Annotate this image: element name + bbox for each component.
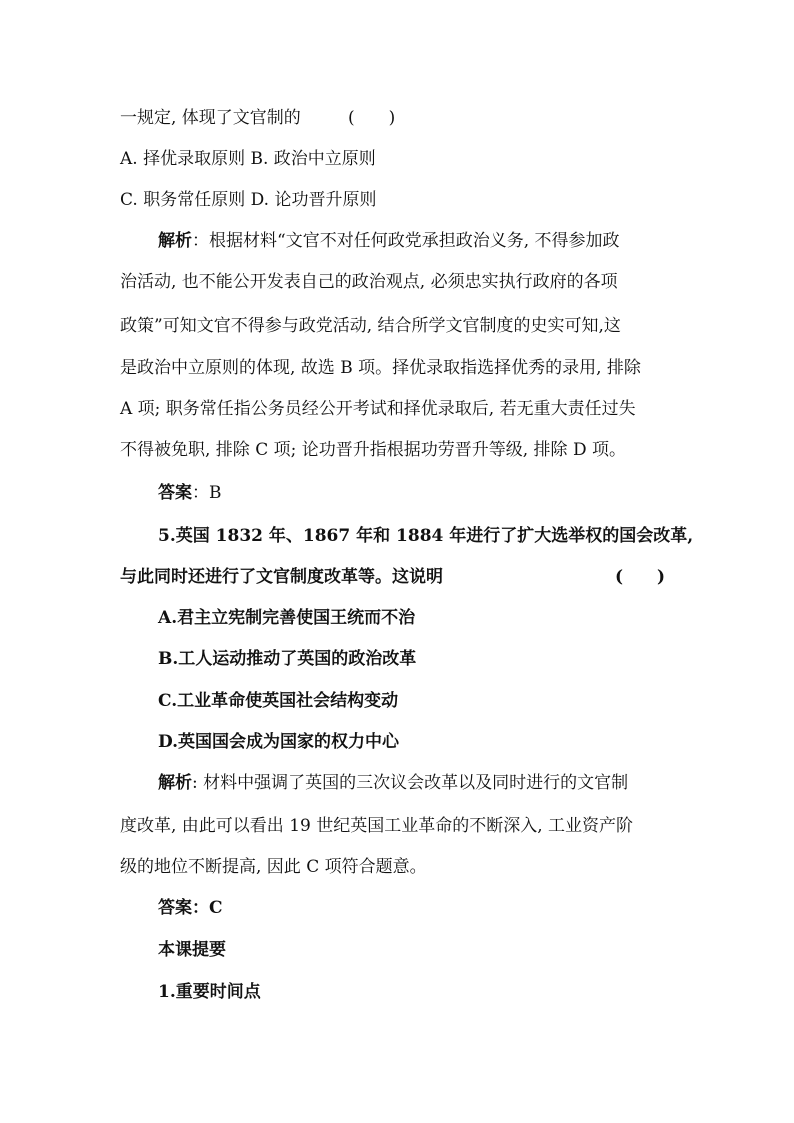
q4-analysis-line-2: 治活动, 也不能公开发表自己的政治观点, 必须忠实执行政府的各项 [120, 272, 618, 292]
q4-analysis-line-5: A 项; 职务常任指公务员经公开考试和择优录取后, 若无重大责任过失 [120, 399, 636, 419]
q4-answer [158, 482, 680, 504]
q5-option-c: C.工业革命使英国社会结构变动 [158, 691, 399, 711]
q4-stem-text: 一规定, 体现了文官制的 [120, 108, 301, 128]
q5-stem-line-1: 5.英国 1832 年、1867 年和 1884 年进行了扩大选举权的国会改革, [158, 526, 694, 546]
q5-answer-label: 答案 [158, 898, 192, 918]
q4-answer-label: 答案 [158, 483, 192, 503]
q5-option-b: B.工人运动推动了英国的政治改革 [158, 649, 417, 669]
summary-heading: 本课提要 [158, 940, 226, 960]
q4-answer-paren: ( ) [348, 108, 396, 128]
q4-options-cd: C. 职务常任原则 D. 论功晋升原则 [120, 190, 377, 210]
q4-analysis-line-6: 不得被免职, 排除 C 项; 论功晋升指根据功劳晋升等级, 排除 D 项。 [120, 440, 626, 460]
q5-answer-paren: ( ) [615, 567, 666, 587]
q5-answer-value: ：C [192, 898, 223, 918]
q4-answer-value: ：B [192, 483, 222, 503]
q4-stem-end [120, 107, 680, 129]
q4-analysis-line-3: 政策”可知文官不得参与政党活动, 结合所学文官制度的史实可知,这 [120, 316, 621, 336]
q5-stem-text: 与此同时还进行了文官制度改革等。这说明 [120, 567, 443, 587]
q5-analysis-label: 解析 [158, 773, 192, 793]
q5-answer [158, 897, 680, 919]
q4-options-ab: A. 择优录取原则 B. 政治中立原则 [120, 149, 376, 169]
q4-analysis-label: 解析 [158, 231, 192, 251]
q5-stem-line-2 [120, 566, 680, 588]
q5-analysis-line-2: 度改革, 由此可以看出 19 世纪英国工业革命的不断深入, 工业资产阶 [120, 816, 634, 836]
q4-analysis-line-1: 解析：根据材料“文官不对任何政党承担政治义务, 不得参加政 [158, 231, 620, 251]
q5-analysis-line-3: 级的地位不断提高, 因此 C 项符合题意。 [120, 857, 427, 877]
q5-option-d: D.英国国会成为国家的权力中心 [158, 732, 400, 752]
summary-item-1: 1.重要时间点 [158, 982, 261, 1002]
q4-analysis-line-4: 是政治中立原则的体现, 故选 B 项。择优录取指选择优秀的录用, 排除 [120, 358, 641, 378]
q5-analysis-line-1: 解析: 材料中强调了英国的三次议会改革以及同时进行的文官制 [158, 773, 629, 793]
q5-option-a: A.君主立宪制完善使国王统而不治 [158, 608, 416, 628]
